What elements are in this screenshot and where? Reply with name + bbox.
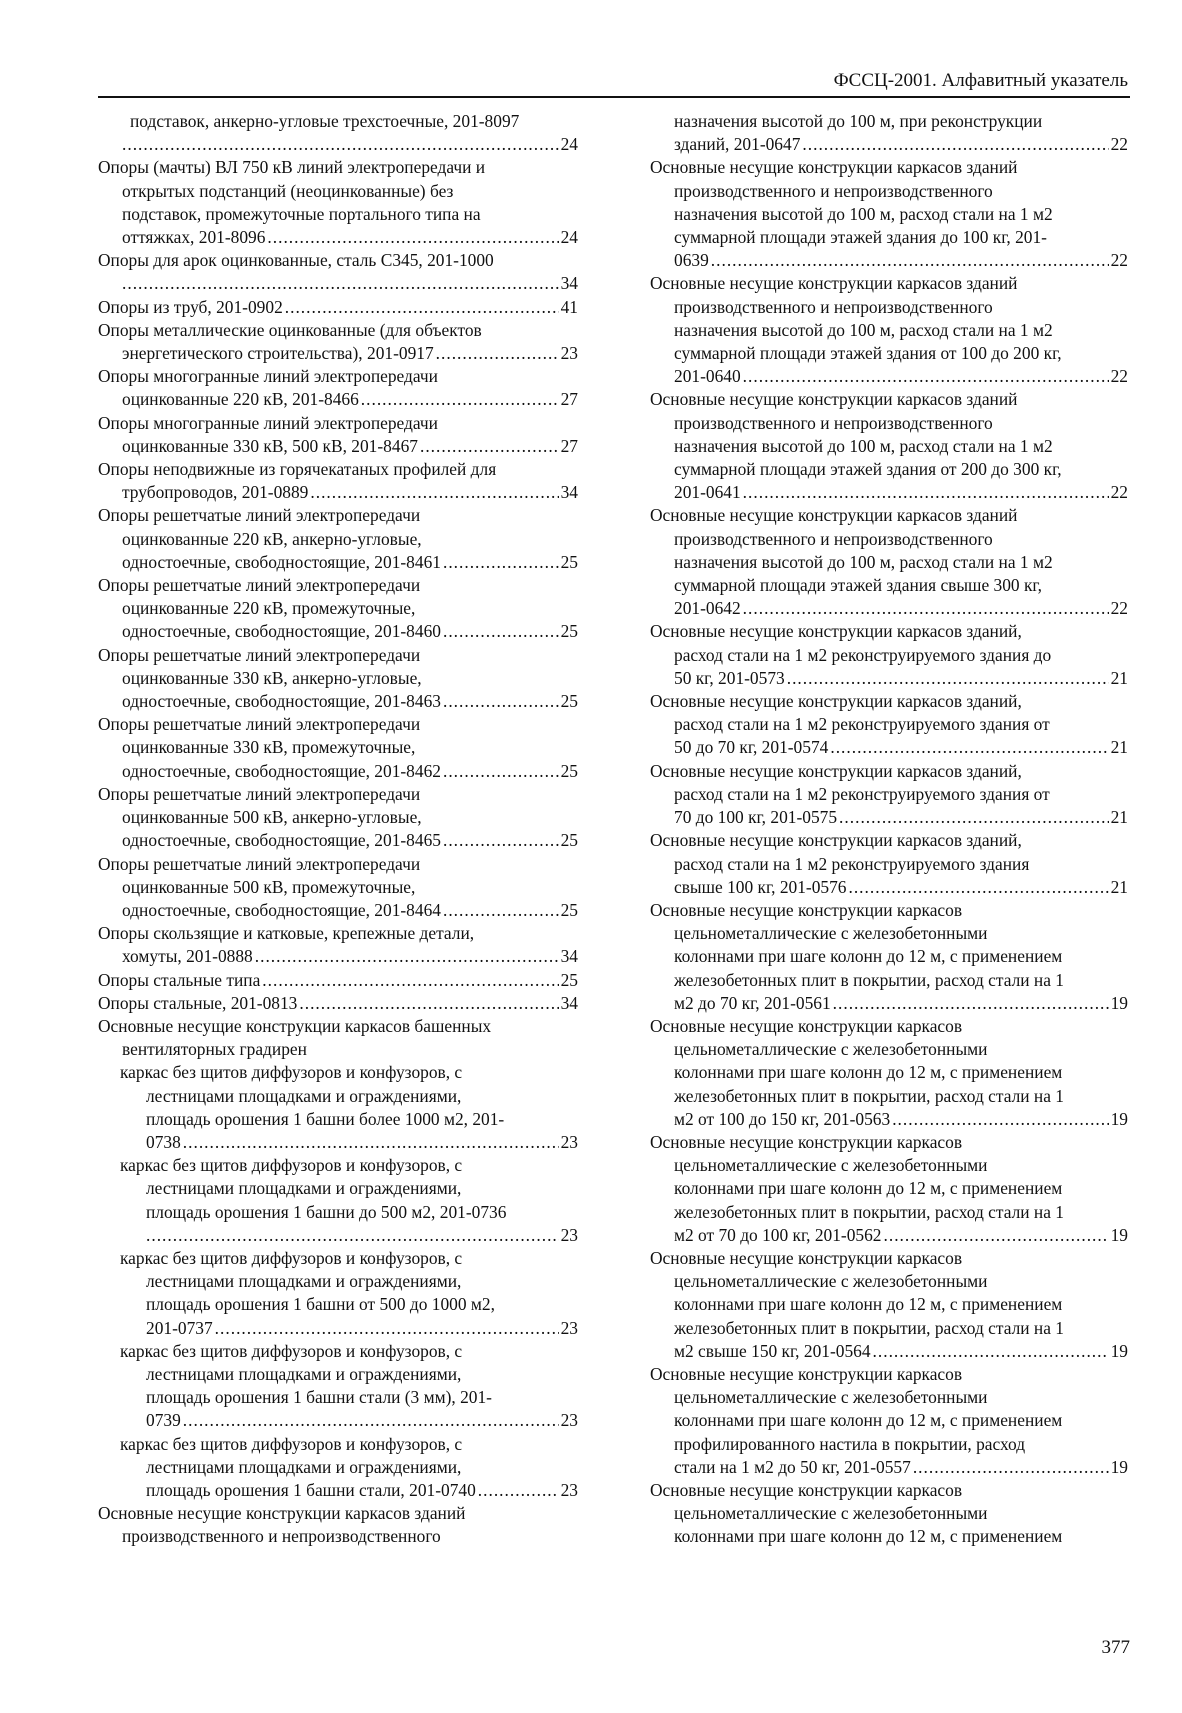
index-entry: Основные несущие конструкции каркасов зданий производственного и непроизводственного назначения высотой до 100 м, расход стали на 1 м2 суммарной площади этажей здания от 100 до 200 кг,	[650, 273, 1062, 364]
index-entry: Основные несущие конструкции каркасов цельнометаллические с железобетонными колоннами при шаге колонн до 12 м, с применением железобетонных плит в покрытии, расход стали на 1	[650, 1247, 1064, 1338]
index-entry-page-line: 201-0641 ..... 22	[650, 481, 1128, 504]
index-entry: назначения высотой до 100 м, при реконструкции	[674, 111, 1043, 131]
index-entry-page-line: 201-0640 ..... 22	[650, 365, 1128, 388]
index-entry: Опоры решетчатые линий электропередачи оцинкованные 220 кВ, анкерно-угловые,	[98, 505, 422, 549]
index-entry: Основные несущие конструкции каркасов зданий производственного и непроизводственного назначения высотой до 100 м, расход стали на 1 м2 суммарной площади этажей здания до 100 кг, 201-	[650, 157, 1053, 248]
index-entry: Опоры решетчатые линий электропередачи оцинкованные 220 кВ, промежуточные,	[98, 575, 421, 619]
index-entry: Основные несущие конструкции каркасов зданий, расход стали на 1 м2 реконструируемого здания до	[650, 621, 1052, 665]
index-entry: Опоры металлические оцинкованные (для объектов	[98, 319, 482, 340]
index-entry-page-line: хомуты, 201-0888 ..... 34	[98, 945, 578, 968]
index-entry-page-line: 0738 ..... 23	[98, 1131, 578, 1154]
index-entry: Основные несущие конструкции каркасов зданий производственного и непроизводственного назначения высотой до 100 м, расход стали на 1 м2 суммарной площади этажей здания от 200 до 300 кг,	[650, 389, 1062, 480]
page-number: 377	[1101, 1637, 1130, 1658]
index-entry: Основные несущие конструкции каркасов цельнометаллические с железобетонными колоннами при шаге колонн до 12 м, с применением железобетонных плит в покрытии, расход стали на 1	[650, 1015, 1064, 1106]
index-entry-page-line: одностоечные, свободностоящие, 201-8460 ..... 25	[98, 620, 578, 643]
index-entry: Основные несущие конструкции каркасов зданий, расход стали на 1 м2 реконструируемого здания от	[650, 691, 1050, 735]
index-subentry: каркас без щитов диффузоров и конфузоров, с лестницами площадками и ограждениями, площадь орошения 1 башни от 500 до 1000 м2,	[120, 1247, 495, 1315]
index-entry-page-line: 50 кг, 201-0573 ..... 21	[650, 667, 1128, 690]
index-entry-page-line: оттяжках, 201-8096 ..... 24	[98, 226, 578, 249]
index-entry: Основные несущие конструкции каркасов зданий производственного и непроизводственного	[98, 1503, 466, 1547]
index-column-right	[650, 110, 1128, 1549]
index-entry: Основные несущие конструкции каркасов цельнометаллические с железобетонными колоннами при шаге колонн до 12 м, с применением	[650, 1479, 1063, 1547]
index-entry: Опоры скользящие и катковые, крепежные детали,	[98, 923, 475, 944]
index-entry: Опоры стальные, 201-0813 ..... 34	[98, 992, 578, 1015]
index-entry-page-line: ..... 23	[98, 1224, 578, 1247]
index-entry: Опоры многогранные линий электропередачи	[98, 366, 438, 387]
index-entry: Опоры для арок оцинкованные, сталь С345, 201-1000	[98, 250, 494, 271]
index-entry: Основные несущие конструкции каркасов цельнометаллические с железобетонными колоннами при шаге колонн до 12 м, с применением профилированного настила в покрытии, расход	[650, 1363, 1063, 1454]
index-entry-page-line: 201-0737 ..... 23	[98, 1317, 578, 1340]
index-entry-page-line: 70 до 100 кг, 201-0575 ..... 21	[650, 806, 1128, 829]
index-subentry: каркас без щитов диффузоров и конфузоров, с лестницами площадками и ограждениями,	[120, 1433, 463, 1477]
index-entry: Опоры решетчатые линий электропередачи оцинкованные 500 кВ, анкерно-угловые,	[98, 783, 422, 828]
index-entry: Опоры (мачты) ВЛ 750 кВ линий электропередачи и открытых подстанций (неоцинкованные) без подставок, промежуточные портального типа на	[98, 157, 486, 224]
index-entry: Основные несущие конструкции каркасов башенных вентиляторных градирен	[98, 1015, 492, 1060]
index-entry-page-line: площадь орошения 1 башни стали, 201-0740 ..... 23	[98, 1479, 578, 1502]
index-entry-page-line: оцинкованные 330 кВ, 500 кВ, 201-8467 ..... 27	[98, 435, 578, 458]
index-entry-page-line: 0639 ..... 22	[650, 249, 1128, 272]
index-entry-page-line: стали на 1 м2 до 50 кг, 201-0557 ..... 19	[650, 1456, 1128, 1479]
index-entry: Основные несущие конструкции каркасов зданий, расход стали на 1 м2 реконструируемого здания от	[650, 760, 1050, 804]
index-entry-page-line: ..... 24	[98, 133, 578, 156]
index-entry-page-line: ..... 34	[98, 272, 578, 295]
index-entry: Опоры из труб, 201-0902 ..... 41	[98, 296, 578, 319]
index-subentry: каркас без щитов диффузоров и конфузоров, с лестницами площадками и ограждениями, площадь орошения 1 башни стали (3 мм), 201-	[120, 1340, 492, 1408]
index-entry: Опоры многогранные линий электропередачи	[98, 412, 438, 433]
index-subentry: каркас без щитов диффузоров и конфузоров, с лестницами площадками и ограждениями, площадь орошения 1 башни более 1000 м2, 201-	[120, 1062, 505, 1129]
index-entry-page-line: одностоечные, свободностоящие, 201-8465 ..... 25	[98, 829, 578, 852]
index-entry-page-line: м2 свыше 150 кг, 201-0564 ..... 19	[650, 1340, 1128, 1363]
index-entry-page-line: одностоечные, свободностоящие, 201-8462 ..... 25	[98, 760, 578, 783]
running-header	[98, 66, 1130, 98]
index-subentry: каркас без щитов диффузоров и конфузоров, с лестницами площадками и ограждениями, площадь орошения 1 башни до 500 м2, 201-0736	[120, 1155, 507, 1222]
index-entry-page-line: энергетического строительства), 201-0917 ..... 23	[98, 342, 578, 365]
index-entry: Опоры решетчатые линий электропередачи оцинкованные 330 кВ, анкерно-угловые,	[98, 644, 422, 688]
index-entry: Опоры решетчатые линий электропередачи оцинкованные 330 кВ, промежуточные,	[98, 714, 421, 758]
index-entry: Основные несущие конструкции каркасов зданий, расход стали на 1 м2 реконструируемого здания	[650, 830, 1030, 874]
index-entry-page-line: м2 от 100 до 150 кг, 201-0563 ..... 19	[650, 1108, 1128, 1131]
index-entry-page-line: оцинкованные 220 кВ, 201-8466 ..... 27	[98, 388, 578, 411]
header-title: ФССЦ-2001. Алфавитный указатель	[833, 70, 1128, 91]
index-entry-page-line: 201-0642 ..... 22	[650, 597, 1128, 620]
index-entry: Основные несущие конструкции каркасов цельнометаллические с железобетонными колоннами при шаге колонн до 12 м, с применением железобетонных плит в покрытии, расход стали на 1	[650, 1131, 1064, 1222]
index-entry: Опоры неподвижные из горячекатаных профилей для	[98, 459, 497, 480]
index-column-left	[98, 110, 578, 1549]
index-entry: Основные несущие конструкции каркасов цельнометаллические с железобетонными колоннами при шаге колонн до 12 м, с применением железобетонных плит в покрытии, расход стали на 1	[650, 899, 1064, 990]
index-entry: подставок, анкерно-угловые трехстоечные, 201-8097	[130, 111, 520, 131]
index-entry-page-line: 0739 ..... 23	[98, 1409, 578, 1432]
index-entry: Опоры решетчатые линий электропередачи оцинкованные 500 кВ, промежуточные,	[98, 853, 421, 897]
index-entry: Опоры стальные типа ..... 25	[98, 969, 578, 992]
index-entry-page-line: м2 до 70 кг, 201-0561 ..... 19	[650, 992, 1128, 1015]
index-entry: Основные несущие конструкции каркасов зданий производственного и непроизводственного назначения высотой до 100 м, расход стали на 1 м2 суммарной площади этажей здания свыше 300 кг,	[650, 505, 1053, 596]
index-entry-page-line: одностоечные, свободностоящие, 201-8463 ..... 25	[98, 690, 578, 713]
index-entry-page-line: свыше 100 кг, 201-0576 ..... 21	[650, 876, 1128, 899]
index-entry-page-line: одностоечные, свободностоящие, 201-8464 ..... 25	[98, 899, 578, 922]
index-entry-page-line: одностоечные, свободностоящие, 201-8461 ..... 25	[98, 551, 578, 574]
index-entry-page-line: трубопроводов, 201-0889 ..... 34	[98, 481, 578, 504]
index-entry-page-line: 50 до 70 кг, 201-0574 ..... 21	[650, 736, 1128, 759]
index-entry-page-line: зданий, 201-0647 ..... 22	[650, 133, 1128, 156]
index-entry-page-line: м2 от 70 до 100 кг, 201-0562 ..... 19	[650, 1224, 1128, 1247]
